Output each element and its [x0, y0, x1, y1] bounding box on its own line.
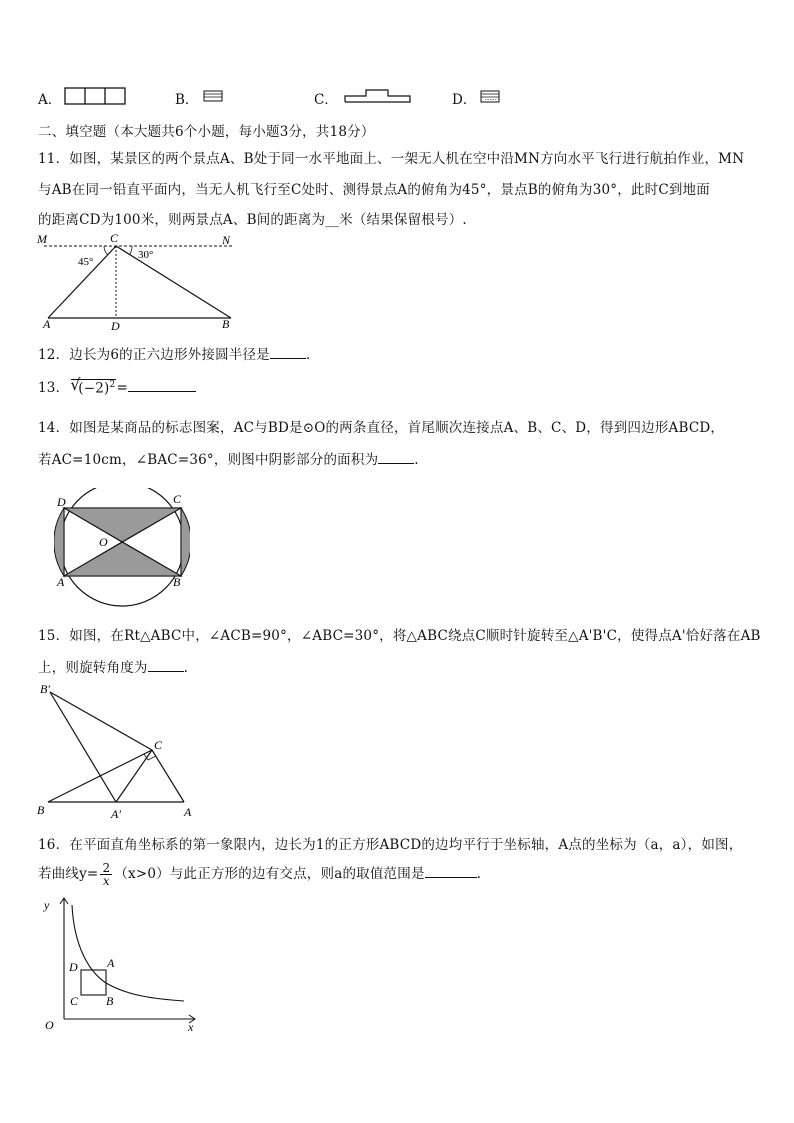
- label-b: B: [222, 317, 230, 331]
- shaded-bottom: [64, 542, 181, 576]
- angle-45: 45°: [78, 256, 94, 268]
- q16-line2: [38, 862, 481, 887]
- shaded-left-segment: [54, 508, 64, 576]
- label-a: A: [107, 956, 115, 970]
- option-d-figure: [480, 90, 500, 103]
- q14-end: .: [414, 452, 419, 468]
- option-b-label: B．: [175, 92, 199, 108]
- hyperbola-curve: [72, 905, 184, 1001]
- q11-line3: [38, 208, 467, 228]
- q14-text: 若AC=10cm，∠BAC=36°，则图中阴影部分的面积为: [38, 452, 379, 468]
- line-ca: [152, 750, 184, 802]
- q15-line2: [38, 656, 188, 676]
- label-c: C: [110, 231, 119, 245]
- q12-line: [38, 343, 310, 363]
- q14-line1: 14．如图是某商品的标志图案，AC与BD是⊙O的两条直径，首尾顺次连接点A、B、C、D，得到四边形ABCD，: [38, 420, 725, 436]
- label-aprime: A′: [111, 807, 121, 820]
- option-d-label: D．: [452, 92, 477, 108]
- angle-30: 30°: [138, 249, 154, 261]
- q15-answer-blank: [148, 671, 184, 672]
- q15-text: 上，则旋转角度为: [38, 660, 148, 676]
- option-c: [314, 88, 338, 108]
- line-bprime-c: [50, 692, 152, 750]
- sqrt-expression: [70, 374, 116, 397]
- label-d: D: [57, 495, 66, 509]
- q13-prefix: 13．: [38, 380, 70, 396]
- option-d: [452, 88, 476, 108]
- fraction-denominator: x: [102, 874, 110, 888]
- option-a: [38, 88, 61, 108]
- q11-line3-b: 米（结果保留根号）.: [339, 212, 467, 228]
- label-b: B: [37, 803, 45, 817]
- label-n: N: [222, 233, 231, 247]
- label-c: C: [70, 994, 79, 1008]
- fraction-2-over-x: [100, 862, 112, 887]
- q11-answer-blank: __: [325, 212, 340, 228]
- q11-line3-a: 的距离CD为100米，则两景点A、B间的距离为: [38, 212, 326, 228]
- option-a-label: A．: [38, 92, 62, 108]
- label-x: x: [188, 1020, 194, 1034]
- q16-figure: [36, 893, 206, 1035]
- sqrt-radicand: (−2): [78, 380, 110, 396]
- square-abcd: [81, 970, 106, 995]
- q16-line1: 16．在平面直角坐标系的第一象限内，边长为1的正方形ABCD的边均平行于坐标轴，A点的坐标为（a，a），如图，: [38, 837, 743, 853]
- label-b: B: [106, 994, 114, 1008]
- q11-figure: [34, 230, 244, 332]
- option-a-figure: [64, 87, 126, 105]
- q13-line: [38, 376, 196, 396]
- q16-text-a: 若曲线y=: [38, 866, 99, 882]
- sqrt-sign: √: [70, 374, 81, 394]
- q16-end: .: [476, 866, 482, 882]
- label-c: C: [154, 738, 163, 752]
- label-o: O: [45, 1018, 54, 1032]
- label-bprime: B′: [40, 682, 50, 696]
- q13-answer-blank: [128, 391, 196, 392]
- q12-end: .: [305, 347, 311, 363]
- label-c: C: [173, 492, 182, 506]
- q13-equals: =: [116, 380, 128, 396]
- label-a: A: [184, 805, 192, 819]
- label-o: O: [99, 535, 108, 549]
- option-c-figure: [344, 88, 412, 104]
- q14-answer-blank: [378, 463, 414, 464]
- q14-line2: [38, 448, 419, 468]
- option-c-label: C．: [314, 92, 338, 108]
- label-d: D: [111, 319, 120, 332]
- fraction-numerator: 2: [102, 861, 111, 875]
- label-d: D: [69, 960, 78, 974]
- q11-line2: 与AB在同一铅直平面内，当无人机飞行至C处时、测得景点A的俯角为45°，景点B的俯角为30°，此时C到地面: [38, 182, 710, 198]
- q15-line1: 15．如图，在Rt△ABC中，∠ACB=90°，∠ABC=30°，将△ABC绕点C顺时针旋转至△A'B'C，使得点A'恰好落在AB: [38, 628, 761, 644]
- shaded-top: [64, 508, 181, 542]
- option-b: [175, 88, 198, 108]
- line-bprime-aprime: [50, 692, 116, 802]
- q15-figure: [34, 678, 204, 820]
- option-b-figure: [203, 90, 223, 102]
- q14-figure: [54, 488, 190, 610]
- q12-text: 12．边长为6的正六边形外接圆半径是: [38, 347, 270, 363]
- label-b: B: [173, 575, 181, 589]
- q16-answer-blank: [425, 877, 477, 878]
- label-m: M: [37, 232, 47, 246]
- sqrt-exponent: 2: [109, 379, 116, 390]
- label-y: y: [44, 898, 50, 912]
- q12-answer-blank: [270, 358, 306, 359]
- cb-line: [116, 246, 231, 318]
- q16-text-b: （x>0）与此正方形的边有交点，则a的取值范围是: [114, 866, 425, 882]
- q11-line1: 11．如图，某景区的两个景点A、B处于同一水平地面上、一架无人机在空中沿MN方向水平飞行进行航拍作业，MN: [38, 151, 745, 167]
- label-a: A: [57, 575, 65, 589]
- shaded-right-segment: [181, 508, 190, 576]
- section-title: 二、填空题（本大题共6个小题，每小题3分，共18分）: [38, 124, 375, 140]
- q15-end: .: [183, 660, 189, 676]
- label-a: A: [43, 317, 51, 331]
